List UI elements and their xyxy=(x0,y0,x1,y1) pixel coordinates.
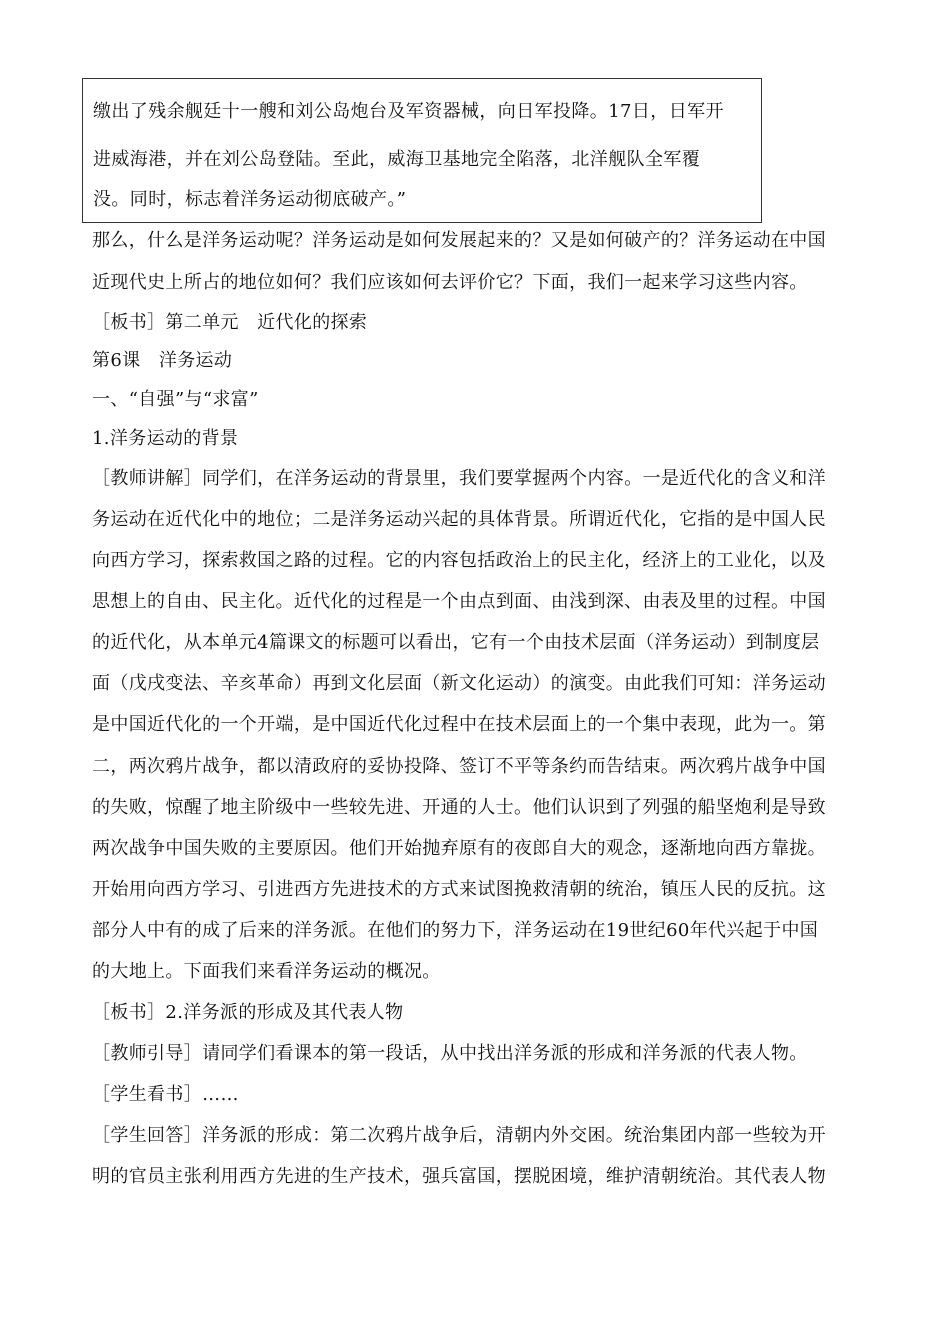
section-heading: 一、“自强”与“求富” xyxy=(92,389,259,410)
paragraph-line: 思想上的自由、民主化。近代化的过程是一个由点到面、由浅到深、由表及里的过程。中国 xyxy=(92,591,826,612)
paragraph-line: 明的官员主张利用西方先进的生产技术，强兵富国，摆脱困境，维护清朝统治。其代表人物 xyxy=(92,1166,826,1187)
paragraph-line: 二，两次鸦片战争，都以清政府的妥协投降、签订不平等条约而告结束。两次鸦片战争中国 xyxy=(92,756,826,777)
paragraph-line: ［学生回答］洋务派的形成：第二次鸦片战争后，清朝内外交困。统治集团内部一些较为开 xyxy=(92,1125,826,1146)
lesson-title: 第6课 洋务运动 xyxy=(92,350,233,371)
paragraph-line: 两次战争中国失败的主要原因。他们开始抛弃原有的夜郎自大的观念，逐渐地向西方靠拢。 xyxy=(92,838,826,859)
paragraph-line: 近现代史上所占的地位如何？我们应该如何去评价它？下面，我们一起来学习这些内容。 xyxy=(92,272,808,293)
paragraph-line: 开始用向西方学习、引进西方先进技术的方式来试图挽救清朝的统治，镇压人民的反抗。这 xyxy=(92,879,826,900)
quote-line: 缴出了残余舰廷十一艘和刘公岛炮台及军资器械，向日军投降。17日，日军开 xyxy=(93,101,724,122)
paragraph-line: ［教师讲解］同学们，在洋务运动的背景里，我们要掌握两个内容。一是近代化的含义和洋 xyxy=(92,468,826,489)
paragraph-line: 务运动在近代化中的地位；二是洋务运动兴起的具体背景。所谓近代化，它指的是中国人民 xyxy=(92,509,826,530)
paragraph-line: 是中国近代化的一个开端，是中国近代化过程中在技术层面上的一个集中表现，此为一。第 xyxy=(92,714,826,735)
board-heading: ［板书］第二单元 近代化的探索 xyxy=(92,312,368,333)
paragraph-line: 部分人中有的成了后来的洋务派。在他们的努力下，洋务运动在19世纪60年代兴起于中国 xyxy=(92,920,819,941)
paragraph-line: 那么，什么是洋务运动呢？洋务运动是如何发展起来的？又是如何破产的？洋务运动在中国 xyxy=(92,230,826,251)
paragraph-line: ［学生看书］…… xyxy=(92,1084,239,1105)
subsection-heading: 1.洋务运动的背景 xyxy=(92,428,239,449)
paragraph-line: ［教师引导］请同学们看课本的第一段话，从中找出洋务派的形成和洋务派的代表人物。 xyxy=(92,1043,808,1064)
paragraph-line: 向西方学习，探索救国之路的过程。它的内容包括政治上的民主化，经济上的工业化，以及 xyxy=(92,550,826,571)
paragraph-line: 面（戊戌变法、辛亥革命）再到文化层面（新文化运动）的演变。由此我们可知：洋务运动 xyxy=(92,673,826,694)
paragraph-line: 的失败，惊醒了地主阶级中一些较先进、开通的人士。他们认识到了列强的船坚炮利是导致 xyxy=(92,797,826,818)
paragraph-line: 的近代化，从本单元4篇课文的标题可以看出，它有一个由技术层面（洋务运动）到制度层 xyxy=(92,632,820,653)
quote-box xyxy=(82,78,762,223)
paragraph-line: 的大地上。下面我们来看洋务运动的概况。 xyxy=(92,961,441,982)
quote-line: 没。同时，标志着洋务运动彻底破产。” xyxy=(93,189,407,210)
quote-line: 进威海港，并在刘公岛登陆。至此，威海卫基地完全陷落，北洋舰队全军覆 xyxy=(93,149,701,170)
board-heading: ［板书］2.洋务派的形成及其代表人物 xyxy=(92,1002,404,1023)
